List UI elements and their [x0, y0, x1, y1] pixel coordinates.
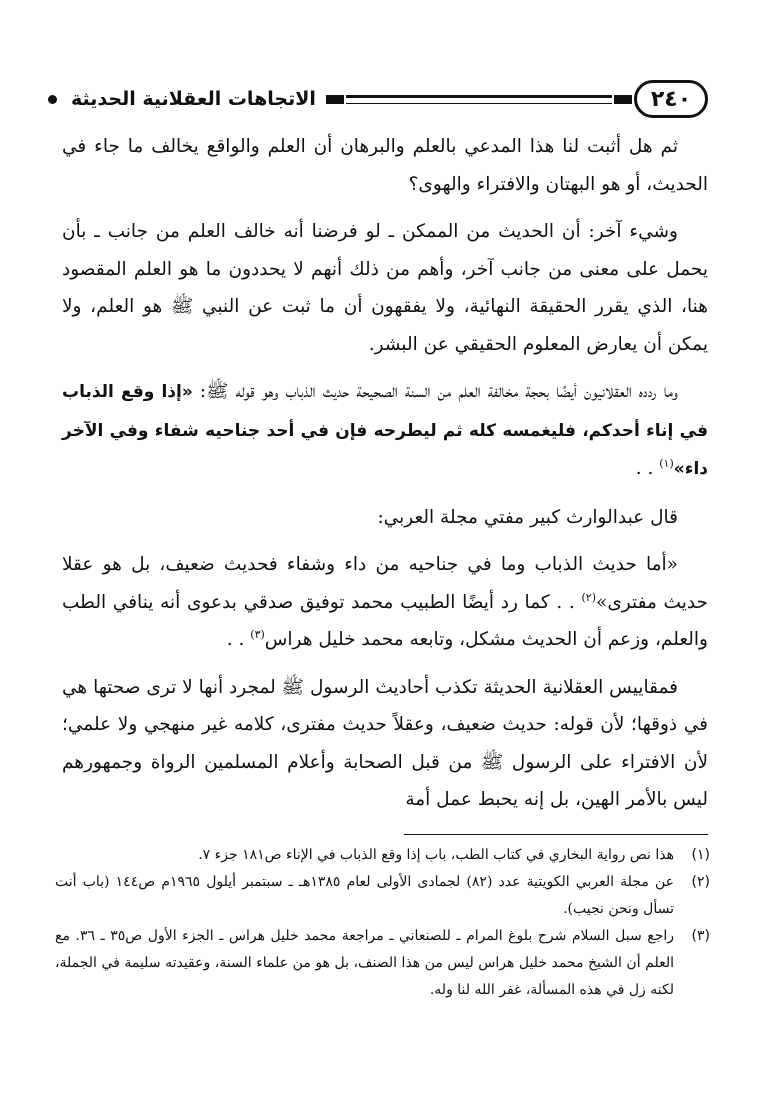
page-number: ٢٤٠ [634, 80, 708, 118]
header-rule-block [614, 95, 632, 104]
paragraph: قال عبدالوارث كبير مفتي مجلة العربي: [377, 506, 678, 528]
hadith-quote: «إذا وقع الذباب في إناء أحدكم، فليغمسه كله ثم ليطرحه فإن في أحد جناحيه شفاء وفي الآخر داء» [62, 382, 708, 479]
paragraph [62, 546, 708, 659]
header-rule-block [326, 95, 344, 104]
running-title: الاتجاهات العقلانية الحديثة [71, 88, 316, 110]
footnote-text: عن مجلة العربي الكويتية عدد (٨٢) لجمادى الأولى لعام ١٣٨٥هـ ـ سبتمبر أيلول ١٩٦٥م ص١٤٤ (باب أنت تسأل ونحن نجيب). [55, 874, 675, 917]
footnote-ref: (٣) [250, 627, 265, 641]
footnote-number: (٢) [691, 874, 710, 890]
header-rule-lines [346, 95, 612, 104]
paragraph-text: . . كما رد أيضًا الطبيب محمد توفيق صدقي بدعوى أنه ينافي الطب والعلم، وزعم أن الحديث مشكل، وتابعه محمد خليل هراس [62, 591, 708, 650]
running-header [48, 78, 708, 120]
main-text [62, 128, 708, 819]
footnote-number: (٣) [691, 928, 710, 944]
footnote [55, 923, 710, 1004]
paragraph-text: «أما حديث الذباب وما في جناحيه من داء وشفاء فحديث ضعيف، بل هو عقلا حديث مفترى» [62, 554, 708, 613]
footnote-number: (١) [691, 847, 710, 863]
paragraph-text: . . [635, 458, 660, 479]
paragraph: فمقاييس العقلانية الحديثة تكذب أحاديث الرسول ﷺ لمجرد أنها لا ترى صحتها هي في ذوقها؛ لأن قوله: حديث ضعيف، وعقلاً حديث مفترى، كلامه غير منهجي ولا علمي؛ لأن الافتراء على الرسول ﷺ من قبل الصحابة وأعلام المسلمين الرواة وجمهورهم ليس بالأمر الهين، بل إنه يحبط عمل أمة [62, 676, 708, 810]
paragraph: وشيء آخر: أن الحديث من الممكن ـ لو فرضنا أنه خالف العلم من جانب ـ بأن يحمل على معنى من جانب آخر، وأهم من ذلك أنهم لا يحددون ما هو العلم المقصود هنا، الذي يقرر الحقيقة النهائية، ولا يفقهون أن ما ثبت عن النبي ﷺ هو العلم، ولا يمكن أن يعارض المعلوم الحقيقي عن البشر. [62, 221, 708, 355]
footnote [55, 869, 710, 923]
footnote-text: هذا نص رواية البخاري في كتاب الطب، باب إذا وقع الذباب في الإناء ص١٨١ جزء ٧. [198, 847, 674, 863]
footnote-ref: (٢) [581, 590, 596, 604]
paragraph-text: وما ردده العقلانيون أيضًا بحجة مخالفة العلم من السنة الصحيحة حديث الذباب وهو قوله ﷺ: [192, 381, 678, 402]
footnote-separator [404, 834, 708, 835]
header-bullet [48, 95, 57, 104]
footnote-ref: (١) [659, 456, 674, 470]
footnotes [55, 842, 710, 1004]
footnote-text: راجع سبل السلام شرح بلوغ المرام ـ للصنعاني ـ مراجعة محمد خليل هراس ـ الجزء الأول ص٣٥ ـ ٣٦. مع العلم أن الشيخ محمد خليل هراس ليس من هذا الصنف، بل هو من علماء السنة، وعقيدته سليمة في الجملة، لكنه زل في هذه المسألة، غفر الله لنا وله. [55, 928, 674, 998]
paragraph-text: . . [226, 629, 251, 650]
footnote [55, 842, 710, 869]
paragraph: ثم هل أثبت لنا هذا المدعي بالعلم والبرهان أن العلم والواقع يخالف ما جاء في الحديث، أو هو البهتان والافتراء والهوى؟ [62, 136, 708, 195]
paragraph [62, 373, 708, 489]
